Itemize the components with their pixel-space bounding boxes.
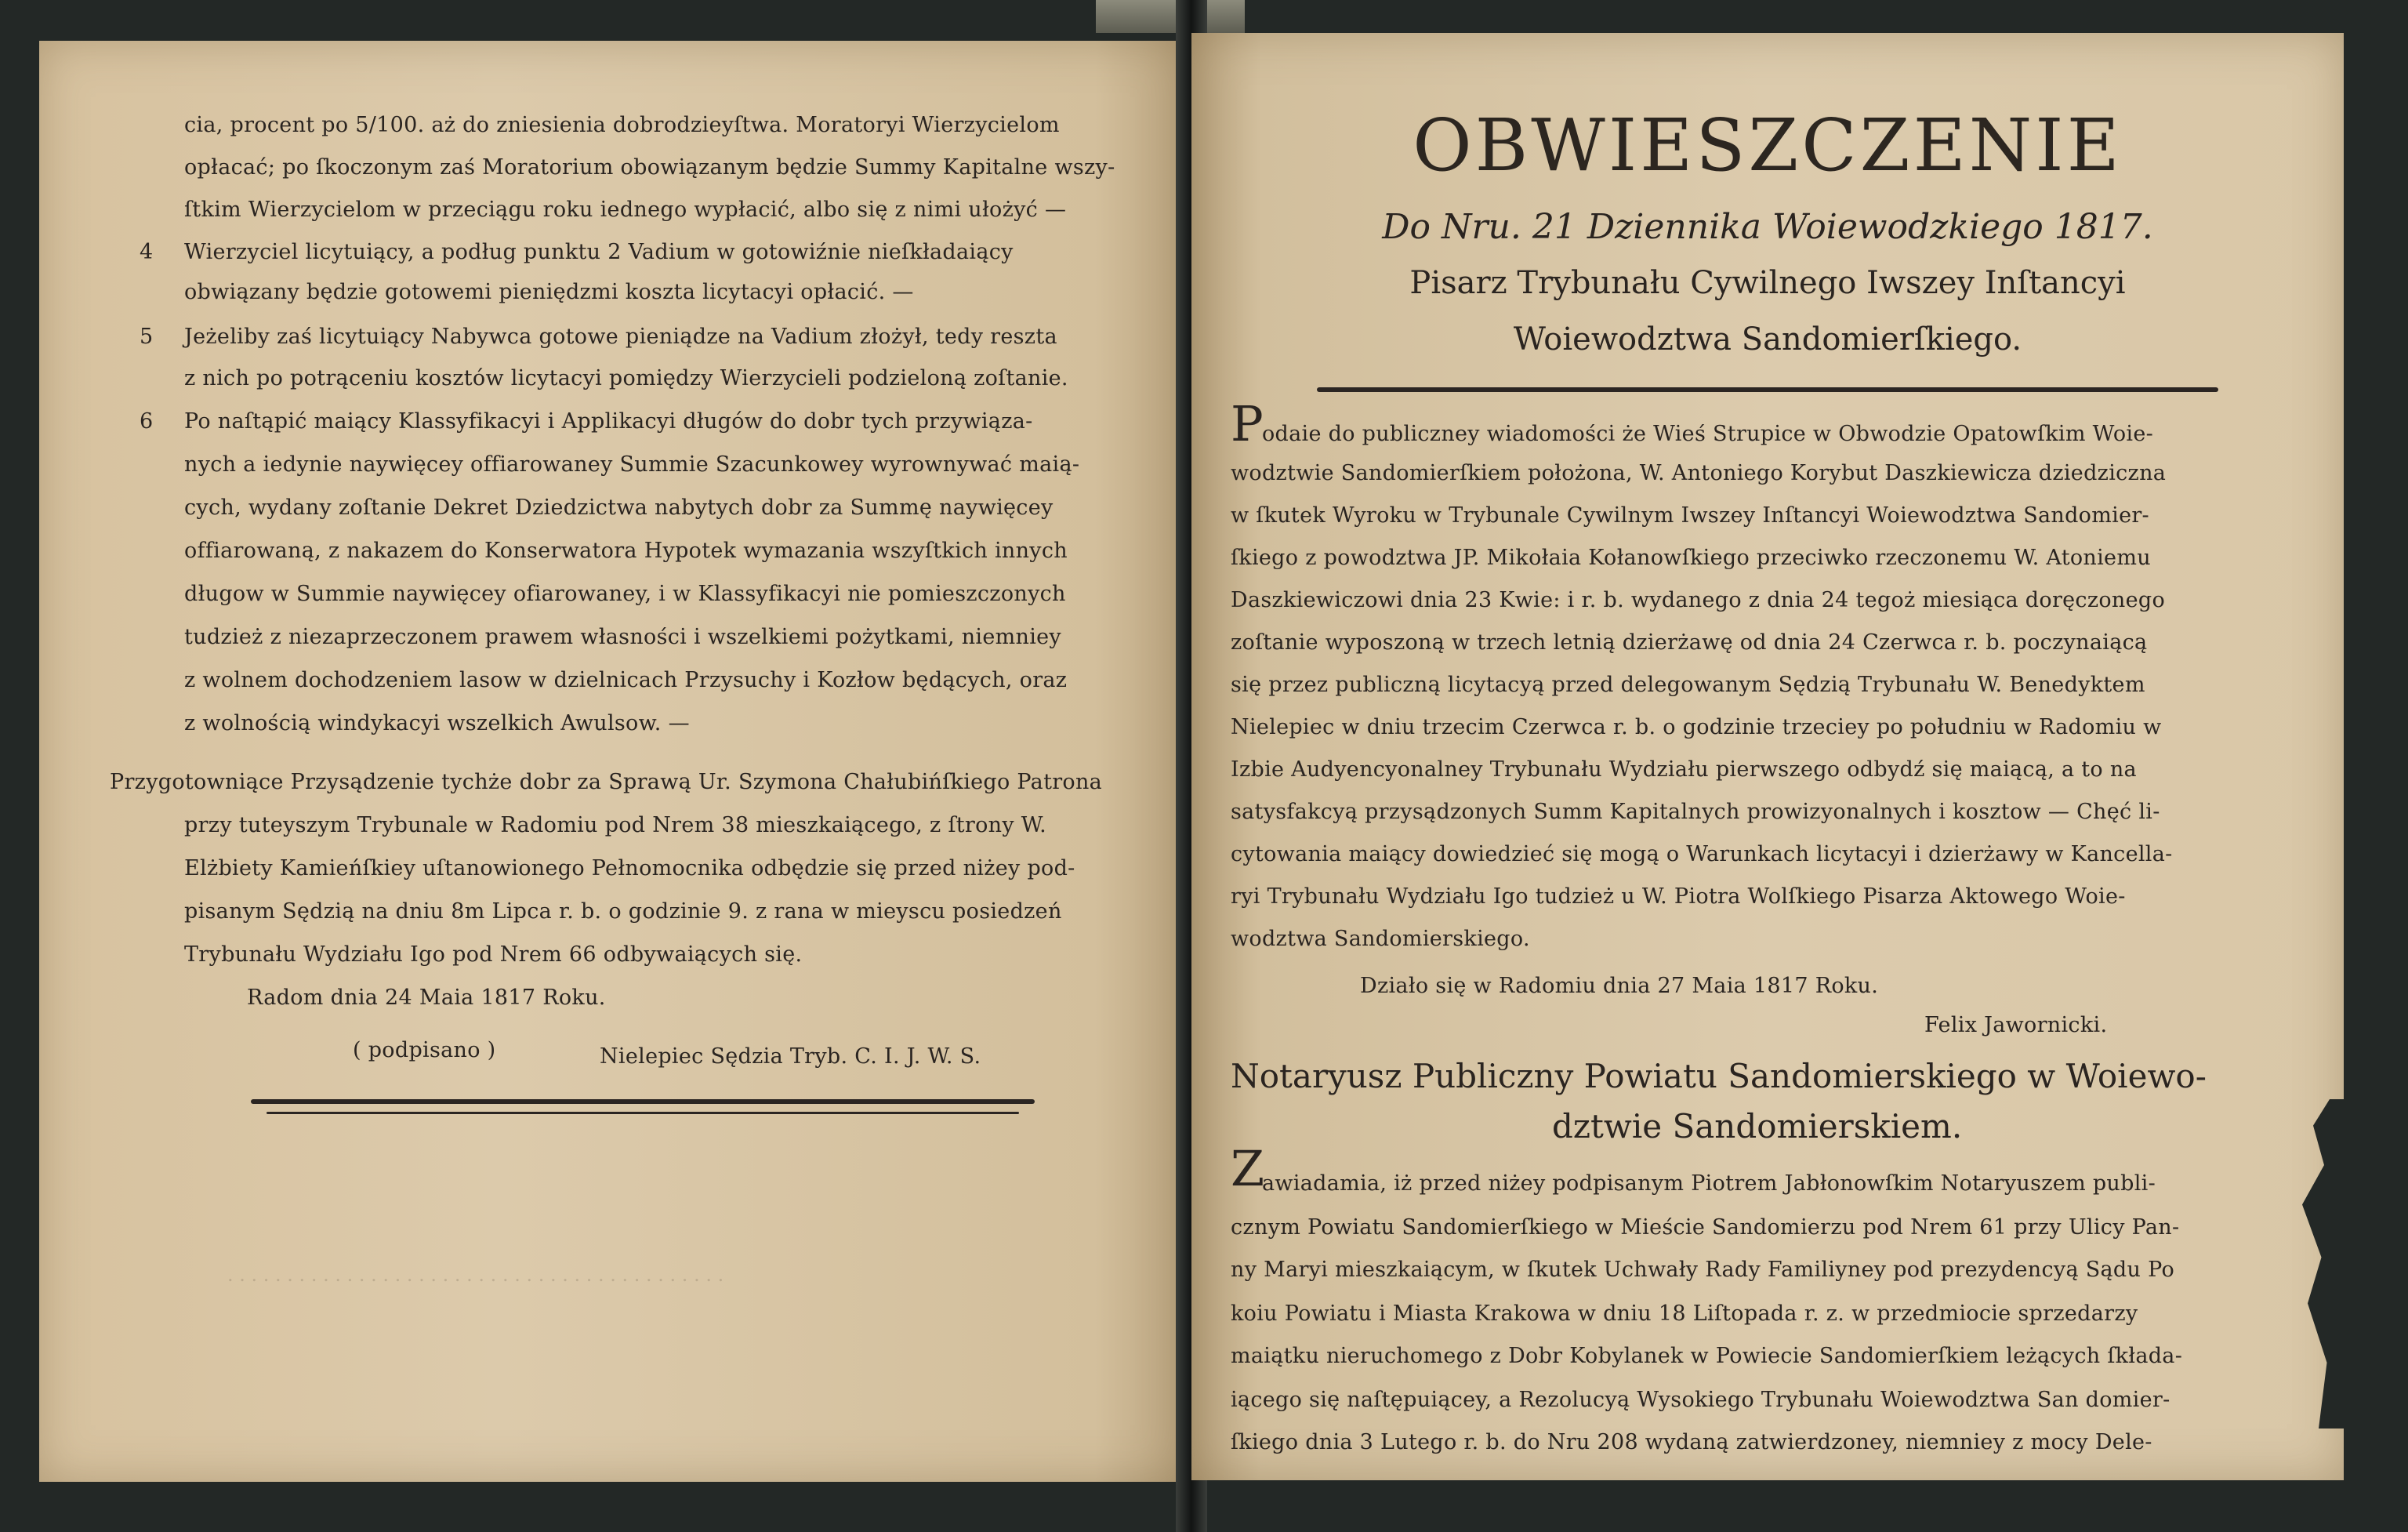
left-signature: Nielepiec Sędzia Tryb. C. I. J. W. S. (600, 1044, 981, 1069)
notary-heading-line-1: Notaryusz Publiczny Powiatu Sandomierskiego w Woiewo- (1231, 1057, 2207, 1095)
right-page (1191, 33, 2344, 1480)
body1-line-6: zoſtanie wyposzoną w trzech letnią dzierżawę od dnia 24 Czerwca r. b. poczynaiącą (1231, 630, 2148, 655)
left-line-19: pisanym Sędzią na dniu 8m Lipca r. b. o godzinie 9. z rana w mieyscu posiedzeń (184, 899, 1062, 924)
left-line-14: z wolnem dochodzeniem lasow w dzielnicach Przysuchy i Kozłow będących, oraz (184, 668, 1068, 692)
left-line-17: przy tuteyszym Trybunale w Radomiu pod Nrem 38 mieszkaiącego, z ſtrony W. (184, 813, 1046, 837)
body1-line-1: odaie do publiczney wiadomości że Wieś Strupice w Obwodzie Opatowſkim Woie- (1262, 422, 2154, 446)
notary-heading-line-2: dztwie Sandomierskiem. (1552, 1107, 1963, 1145)
left-line-8: Po naſtąpić maiący Klassyfikacyi i Applikacyi długów do dobr tych przywiąza- (184, 409, 1033, 434)
body2-line-3: ny Maryi mieszkaiącym, w ſkutek Uchwały Rady Familiyney pod prezydencyą Sądu Po (1231, 1258, 2175, 1282)
binding-ribbon (1096, 0, 1245, 33)
body2-line-1: awiadamia, iż przed niżey podpisanym Piotrem Jabłonowſkim Notaryuszem publi- (1262, 1171, 2156, 1196)
item-number-4: 4 (140, 240, 154, 264)
body1-line-13: wodztwa Sandomierskiego. (1231, 927, 1530, 951)
left-divider-rule (251, 1099, 1035, 1104)
left-line-13: tudzież z niezaprzeczonem prawem własności i wszelkiemi pożytkami, niemniey (184, 625, 1061, 649)
title-rule (1317, 387, 2218, 392)
torn-edge (2297, 1099, 2344, 1429)
body1-line-11: cytowania maiący dowiedzieć się mogą o Warunkach licytacyi i dzierżawy w Kancella- (1231, 842, 2173, 866)
item-number-5: 5 (140, 325, 154, 349)
left-line-15: z wolnością windykacyi wszelkich Awulsow. — (184, 711, 690, 735)
dropcap-z: Z (1231, 1140, 1265, 1197)
left-line-5: obwiązany będzie gotowemi pieniędzmi koszta licytacyi opłacić. — (184, 280, 914, 304)
left-line-12: długow w Summie naywięcey ofiarowaney, i w Klassyfikacyi nie pomieszczonych (184, 582, 1066, 606)
body1-line-4: ſkiego z powodztwa JP. Mikołaia Kołanowſkiego przeciwko rzeczonemu W. Atoniemu (1231, 546, 2151, 570)
left-line-20: Trybunału Wydziału Igo pod Nrem 66 odbywaiących się. (184, 942, 803, 967)
left-line-3: ſtkim Wierzycielom w przeciągu roku iednego wypłacić, albo się z nimi ułożyć — (184, 198, 1067, 222)
body1-line-2: wodztwie Sandomierſkiem położona, W. Antoniego Korybut Daszkiewicza dziedziczna (1231, 461, 2167, 485)
left-line-18: Elżbiety Kamieńſkiey uſtanowionego Pełnomocnika odbędzie się przed niżey pod- (184, 856, 1075, 880)
body1-line-9: Izbie Audyencyonalney Trybunału Wydziału pierwszego odbydź się maiącą, a to na (1231, 757, 2137, 782)
left-line-6: Jeżeliby zaś licytuiący Nabywca gotowe pieniądze na Vadium złożył, tedy reszta (184, 325, 1057, 349)
left-line-9: nych a iedynie naywięcey offiarowaney Summie Szacunkowey wyrownywać maią- (184, 452, 1080, 477)
left-line-7: z nich po potrąceniu kosztów licytacyi pomiędzy Wierzycieli podzieloną zoſtanie. (184, 366, 1068, 390)
left-line-1: cia, procent po 5/100. aż do zniesienia dobrodzieyſtwa. Moratoryi Wierzycielom (184, 113, 1060, 137)
body1-line-5: Daszkiewiczowi dnia 23 Kwie: i r. b. wydanego z dnia 24 tegoż miesiąca doręczonego (1231, 588, 2166, 612)
left-line-16: Przygotowniące Przysądzenie tychże dobr za Sprawą Ur. Szymona Chałubińſkiego Patrona (110, 770, 1103, 794)
bleed-through-text: . . . . . . . . . . . . . . . . . . . . . . . . . . . . . . . . . . . . . . . . . . (227, 1264, 724, 1286)
heading-line-1: Pisarz Trybunału Cywilnego Iwszey Inſtancyi (1409, 265, 2126, 301)
left-line-11: offiarowaną, z nakazem do Konserwatora Hypotek wymazania wszyſtkich innych (184, 539, 1068, 563)
left-date-line: Radom dnia 24 Maia 1817 Roku. (247, 986, 606, 1010)
body1-line-7: się przez publiczną licytacyą przed delegowanym Sędzią Trybunału W. Benedyktem (1231, 673, 2145, 697)
right-signature: Felix Jawornicki. (1924, 1013, 2108, 1037)
heading-line-2: Woiewodztwa Sandomierſkiego. (1513, 321, 2022, 358)
left-divider-rule-2 (267, 1112, 1019, 1114)
item-number-6: 6 (140, 409, 154, 434)
body1-line-3: w ſkutek Wyroku w Trybunale Cywilnym Iwszey Inſtancyi Woiewodztwa Sandomier- (1231, 503, 2149, 528)
body1-line-8: Nielepiec w dniu trzecim Czerwca r. b. o godzinie trzeciey po południu w Radomiu w (1231, 715, 2162, 739)
left-line-4: Wierzyciel licytuiący, a podług punktu 2 Vadium w gotowiźnie nieſkładaiący (184, 240, 1014, 264)
body2-line-4: koiu Powiatu i Miasta Krakowa w dniu 18 Liſtopada r. z. w przedmiocie sprzedarzy (1231, 1301, 2138, 1326)
left-line-10: cych, wydany zoſtanie Dekret Dziedzictwa nabytych dobr za Summę naywięcey (184, 496, 1054, 520)
body2-line-2: cznym Powiatu Sandomierſkiego w Mieście Sandomierzu pod Nrem 61 przy Ulicy Pan- (1231, 1215, 2180, 1240)
body2-line-5: maiątku nieruchomego z Dobr Kobylanek w Powiecie Sandomierſkiem leżących ſkłada- (1231, 1344, 2183, 1368)
dropcap-p: P (1231, 395, 1264, 452)
subtitle: Do Nru. 21 Dziennika Woiewodzkiego 1817. (1382, 207, 2153, 247)
body2-line-6: iącego się naſtępuiącey, a Rezolucyą Wysokiego Trybunału Woiewodztwa San domier- (1231, 1388, 2170, 1412)
body2-line-7: ſkiego dnia 3 Lutego r. b. do Nru 208 wydaną zatwierdzoney, niemniey z mocy Dele- (1231, 1430, 2152, 1454)
body1-line-10: satysfakcyą przysądzonych Summ Kapitalnych prowizyonalnych i kosztow — Chęć li- (1231, 800, 2160, 824)
dated-line: Działo się w Radomiu dnia 27 Maia 1817 Roku. (1360, 974, 1879, 998)
left-line-2: opłacać; po ſkoczonym zaś Moratorium obowiązanym będzie Summy Kapitalne wszy- (184, 155, 1115, 180)
signed-note: ( podpisano ) (353, 1038, 496, 1062)
left-page (39, 41, 1187, 1482)
body1-line-12: ryi Trybunału Wydziału Igo tudzież u W. Piotra Wolſkiego Pisarza Aktowego Woie- (1231, 884, 2126, 909)
page-title: OBWIESZCZENIE (1413, 103, 2123, 187)
